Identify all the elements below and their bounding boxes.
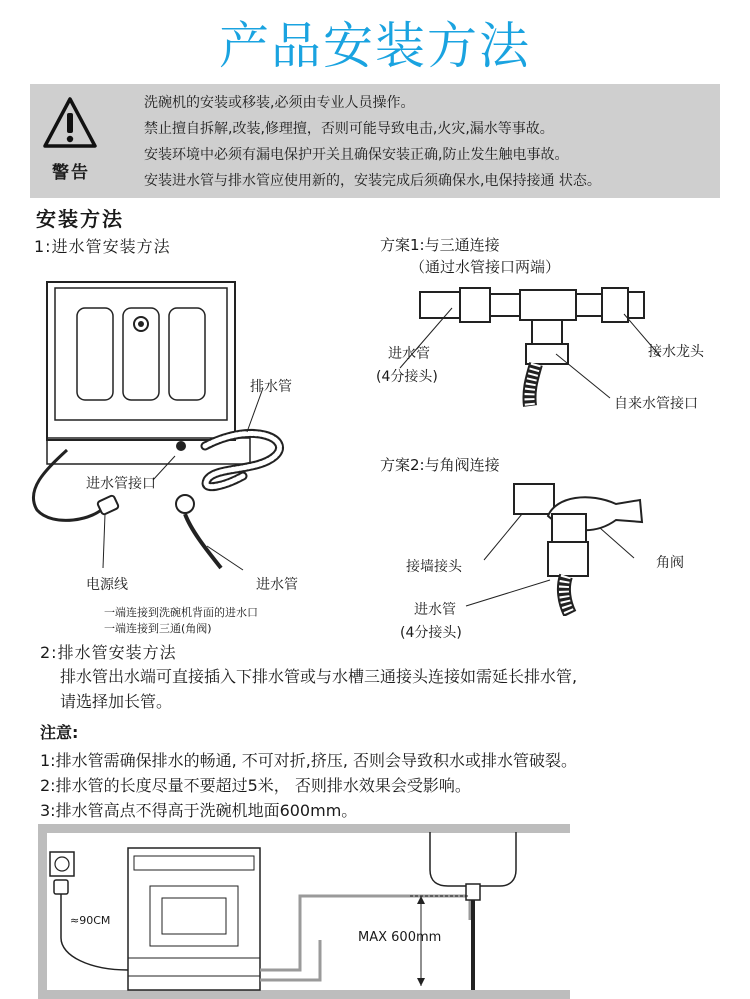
section-title: 安装方法 bbox=[36, 207, 124, 231]
cord-length-label: ≈90CM bbox=[70, 914, 111, 927]
page-title: 产品安装方法 bbox=[219, 17, 531, 75]
plan1-subheading: （通过水管接口两端） bbox=[410, 258, 561, 276]
angle-valve-diagram bbox=[380, 476, 710, 616]
plan2-valve-label: 角阀 bbox=[656, 555, 684, 571]
plan1-inlet-sub: (4分接头) bbox=[376, 369, 438, 385]
note-item: 2:排水管的长度尽量不要超过5米， 否则排水效果会受影响。 bbox=[40, 776, 471, 795]
inlet-port-label: 进水管接口 bbox=[86, 476, 156, 492]
drain-line-2: 请选择加长管。 bbox=[60, 692, 173, 711]
plan1-faucet-label: 接水龙头 bbox=[648, 344, 704, 360]
warning-line: 洗碗机的安装或移装,必须由专业人员操作。 bbox=[144, 95, 415, 111]
drain-hose-label: 排水管 bbox=[250, 379, 292, 395]
plan2-inlet-sub: (4分接头) bbox=[400, 625, 462, 641]
drain-height-diagram bbox=[0, 820, 750, 999]
plan2-inlet-label: 进水管 bbox=[414, 602, 456, 618]
warning-line: 禁止擅自拆解,改装,修理擅，否则可能导致电击,火灾,漏水等事故。 bbox=[144, 121, 554, 137]
plan2-wall-label: 接墙接头 bbox=[406, 559, 462, 575]
drain-line-1: 排水管出水端可直接插入下排水管或与水槽三通接头连接如需延长排水管, bbox=[60, 667, 578, 686]
inlet-heading: 1:进水管安装方法 bbox=[34, 237, 171, 256]
warning-triangle-icon bbox=[42, 96, 98, 150]
inlet-note-2: 一端连接到三通(角阀) bbox=[104, 622, 212, 635]
plan1-inlet-label: 进水管 bbox=[388, 346, 430, 362]
plan2-heading: 方案2:与角阀连接 bbox=[380, 456, 500, 474]
inlet-note-1: 一端连接到洗碗机背面的进水口 bbox=[104, 606, 258, 619]
plan1-heading: 方案1:与三通连接 bbox=[380, 236, 500, 254]
warning-line: 安装环境中必须有漏电保护开关且确保安装正确,防止发生触电事故。 bbox=[144, 147, 569, 163]
max-height-label: MAX 600mm bbox=[358, 930, 442, 945]
plan1-tap-label: 自来水管接口 bbox=[614, 396, 698, 412]
note-item: 3:排水管高点不得高于洗碗机地面600mm。 bbox=[40, 801, 358, 820]
power-cord-label: 电源线 bbox=[86, 577, 128, 593]
drain-heading: 2:排水管安装方法 bbox=[40, 643, 177, 662]
note-item: 1:排水管需确保排水的畅通, 不可对折,挤压, 否则会导致积水或排水管破裂。 bbox=[40, 751, 578, 770]
inlet-hose-label: 进水管 bbox=[256, 577, 298, 593]
notes-heading: 注意: bbox=[40, 723, 79, 742]
warning-text bbox=[144, 90, 601, 194]
warning-line: 安装进水管与排水管应使用新的，安装完成后须确保水,电保持接通 状态。 bbox=[144, 173, 601, 189]
warning-label: 警告 bbox=[52, 163, 90, 183]
